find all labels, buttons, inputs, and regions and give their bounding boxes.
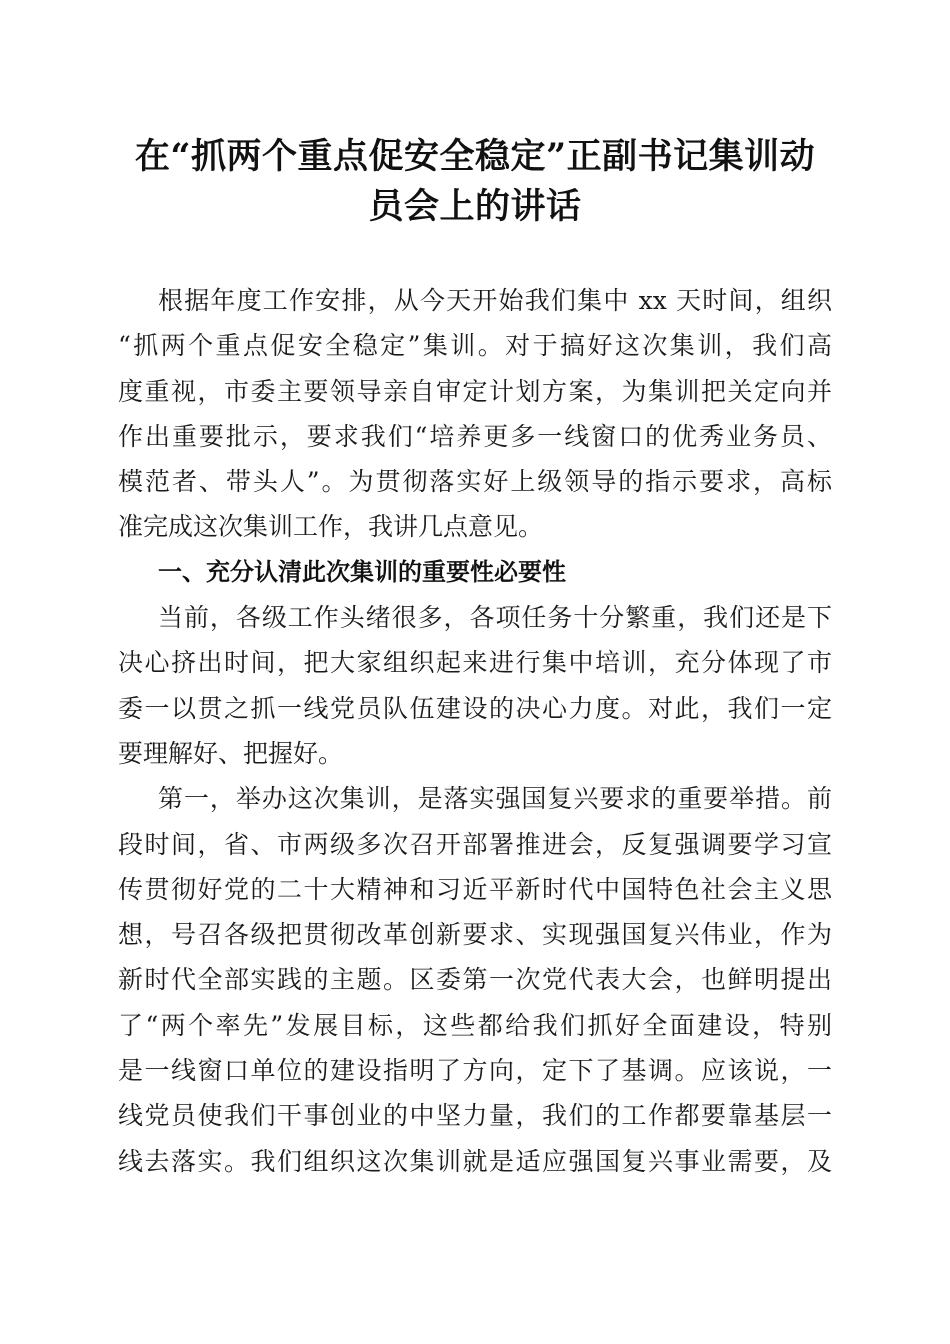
paragraph-line: 准完成这次集训工作，我讲几点意见。 [118, 512, 544, 542]
paragraph-line: 新时代全部实践的主题。区委第一次党代表大会，也鲜明提出 [118, 965, 832, 995]
paragraph-line: 第一，举办这次集训，是落实强国复兴要求的重要举措。前 [158, 784, 832, 814]
paragraph-line: 委一以贯之抓一线党员队伍建设的决心力度。对此，我们一定 [118, 693, 832, 723]
paragraph-line: 段时间，省、市两级多次召开部署推进会，反复强调要学习宣 [118, 829, 832, 859]
paragraph-line: 度重视，市委主要领导亲自审定计划方案，为集训把关定向并 [118, 376, 832, 406]
title-line: 员会上的讲话 [368, 186, 582, 227]
paragraph-line: 当前，各级工作头绪很多，各项任务十分繁重，我们还是下 [158, 603, 832, 633]
paragraph-line: 线去落实。我们组织这次集训就是适应强国复兴事业需要，及 [118, 1146, 832, 1176]
paragraph-line: 模范者、带头人”。为贯彻落实好上级领导的指示要求，高标 [118, 467, 832, 497]
paragraph-line: 要理解好、把握好。 [118, 738, 344, 768]
title-line: 在“抓两个重点促安全稳定”正副书记集训动 [134, 136, 816, 177]
paragraph-line: 是一线窗口单位的建设指明了方向，定下了基调。应该说，一 [118, 1056, 832, 1086]
paragraph-line: 线党员使我们干事创业的中坚力量，我们的工作都要靠基层一 [118, 1101, 832, 1131]
paragraph-line: 根据年度工作安排，从今天开始我们集中 xx 天时间，组织 [158, 286, 832, 315]
document-title [112, 132, 838, 232]
section-heading: 一、充分认清此次集训的重要性必要性 [158, 557, 566, 586]
paragraph-line: 想，号召各级把贯彻改革创新要求、实现强国复兴伟业，作为 [118, 920, 832, 950]
paragraph-line: “抓两个重点促安全稳定”集训。对于搞好这次集训，我们高 [118, 331, 832, 361]
paragraph-line: 作出重要批示，要求我们“培养更多一线窗口的优秀业务员、 [118, 421, 832, 451]
paragraph-line: 了“两个率先”发展目标，这些都给我们抓好全面建设，特别 [118, 1010, 832, 1040]
paragraph-line: 传贯彻好党的二十大精神和习近平新时代中国特色社会主义思 [118, 874, 832, 904]
paragraph-line: 决心挤出时间，把大家组织起来进行集中培训，充分体现了市 [118, 648, 832, 678]
document-body [118, 278, 832, 1184]
